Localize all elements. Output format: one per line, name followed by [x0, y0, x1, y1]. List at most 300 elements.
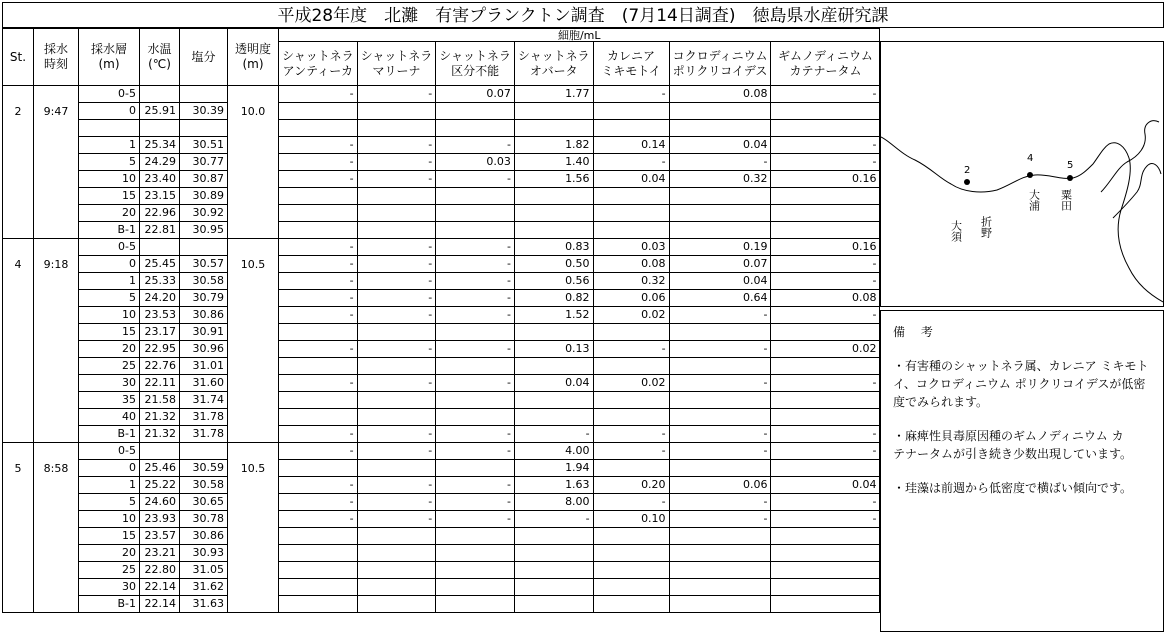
cell-density: 0.03: [593, 239, 669, 256]
cell-density: [771, 596, 880, 613]
sample-layer: 35: [79, 392, 140, 409]
station-id: 4: [3, 239, 34, 443]
header-species: カレニア ミキモトイ: [593, 42, 669, 86]
cell-density: -: [279, 86, 358, 103]
table-row: [3, 324, 880, 341]
table-row: [3, 171, 880, 188]
cell-density: [357, 120, 436, 137]
cell-density: [279, 562, 358, 579]
table-row: [3, 443, 880, 460]
inlet-outline: [1113, 164, 1161, 218]
salinity: 30.96: [180, 341, 228, 358]
sample-layer: 15: [79, 528, 140, 545]
cell-density: -: [771, 307, 880, 324]
water-temp: 22.80: [140, 562, 180, 579]
water-temp: 25.22: [140, 477, 180, 494]
cell-density: -: [436, 256, 515, 273]
cell-density: [357, 358, 436, 375]
cell-density: [771, 120, 880, 137]
cell-density: [436, 120, 515, 137]
cell-density: [279, 392, 358, 409]
water-temp: 22.14: [140, 596, 180, 613]
station-id: 5: [3, 443, 34, 613]
cell-density: -: [436, 273, 515, 290]
island-outline: [1101, 121, 1159, 192]
table-row: [3, 103, 880, 120]
salinity: 30.57: [180, 256, 228, 273]
cell-density: [669, 392, 771, 409]
cell-density: -: [771, 426, 880, 443]
cell-density: 0.02: [593, 307, 669, 324]
cell-density: -: [357, 290, 436, 307]
salinity: [180, 443, 228, 460]
cell-density: -: [279, 494, 358, 511]
sample-layer: 30: [79, 375, 140, 392]
page-title: 平成28年度 北灘 有害プランクトン調査 (7月14日調査) 徳島県水産研究課: [2, 2, 1164, 28]
cell-density: 0.08: [669, 86, 771, 103]
cell-density: 0.13: [514, 341, 593, 358]
cell-density: [771, 324, 880, 341]
cell-density: -: [593, 154, 669, 171]
cell-density: [436, 188, 515, 205]
table-row: [3, 205, 880, 222]
cell-density: -: [357, 239, 436, 256]
cell-density: [357, 205, 436, 222]
cell-density: [357, 528, 436, 545]
water-temp: [140, 239, 180, 256]
cell-density: -: [669, 341, 771, 358]
cell-density: [771, 562, 880, 579]
water-temp: 23.15: [140, 188, 180, 205]
cell-density: -: [279, 290, 358, 307]
water-temp: 24.60: [140, 494, 180, 511]
cell-density: -: [771, 154, 880, 171]
cell-density: 1.82: [514, 137, 593, 154]
cell-density: [279, 324, 358, 341]
water-temp: 23.53: [140, 307, 180, 324]
cell-density: [514, 324, 593, 341]
table-row: [3, 392, 880, 409]
salinity: 31.62: [180, 579, 228, 596]
cell-density: [357, 545, 436, 562]
survey-table: [2, 28, 880, 613]
cell-density: -: [669, 307, 771, 324]
notes-panel: [880, 310, 1164, 632]
cell-density: [436, 562, 515, 579]
transparency: 10.5: [228, 239, 279, 443]
cell-density: [436, 528, 515, 545]
cell-density: 1.52: [514, 307, 593, 324]
cell-density: [357, 324, 436, 341]
cell-density: -: [669, 375, 771, 392]
header-unit: 細胞/mL: [279, 29, 880, 42]
table-row: [3, 222, 880, 239]
place-label-oura: 大浦: [1027, 189, 1041, 211]
sample-layer: 30: [79, 579, 140, 596]
sample-layer: 1: [79, 137, 140, 154]
cell-density: -: [514, 511, 593, 528]
cell-density: [514, 205, 593, 222]
cell-density: 0.04: [593, 171, 669, 188]
cell-density: -: [593, 341, 669, 358]
cell-density: -: [357, 443, 436, 460]
cell-density: [771, 545, 880, 562]
salinity: 30.58: [180, 477, 228, 494]
header-transparency: 透明度 (m): [228, 29, 279, 86]
header-species: コクロディニウム ポリクリコイデス: [669, 42, 771, 86]
sample-layer: 25: [79, 562, 140, 579]
cell-density: [514, 392, 593, 409]
cell-density: -: [357, 375, 436, 392]
header-layer: 採水層 (m): [79, 29, 140, 86]
cell-density: [436, 392, 515, 409]
cell-density: -: [436, 341, 515, 358]
cell-density: 0.04: [669, 137, 771, 154]
salinity: 31.63: [180, 596, 228, 613]
cell-density: 0.06: [669, 477, 771, 494]
cell-density: -: [357, 341, 436, 358]
cell-density: -: [593, 494, 669, 511]
cell-density: [436, 324, 515, 341]
water-temp: 22.95: [140, 341, 180, 358]
water-temp: 23.40: [140, 171, 180, 188]
cell-density: [514, 409, 593, 426]
cell-density: [514, 528, 593, 545]
sample-layer: 5: [79, 154, 140, 171]
water-temp: 22.96: [140, 205, 180, 222]
table-row: [3, 137, 880, 154]
water-temp: 21.32: [140, 409, 180, 426]
cell-density: [669, 528, 771, 545]
cell-density: 0.10: [593, 511, 669, 528]
cell-density: 0.07: [669, 256, 771, 273]
salinity: 30.92: [180, 205, 228, 222]
cell-density: [771, 188, 880, 205]
cell-density: [593, 205, 669, 222]
cell-density: 0.19: [669, 239, 771, 256]
note-item: ・麻痺性貝毒原因種のギムノディニウム カ テナータムが引き続き少数出現しています。: [893, 429, 1133, 461]
cell-density: [593, 188, 669, 205]
cell-density: [669, 579, 771, 596]
sample-layer: 20: [79, 205, 140, 222]
cell-density: [593, 103, 669, 120]
water-temp: 22.76: [140, 358, 180, 375]
cell-density: [669, 545, 771, 562]
cell-density: [357, 188, 436, 205]
cell-density: [514, 562, 593, 579]
place-label-osu: 大須: [949, 220, 963, 242]
cell-density: [593, 120, 669, 137]
cell-density: [357, 409, 436, 426]
cell-density: 1.63: [514, 477, 593, 494]
cell-density: 1.40: [514, 154, 593, 171]
cell-density: -: [436, 307, 515, 324]
cell-density: 0.02: [593, 375, 669, 392]
water-temp: 22.11: [140, 375, 180, 392]
sample-layer: 0-5: [79, 443, 140, 460]
transparency: 10.5: [228, 443, 279, 613]
salinity: 30.59: [180, 460, 228, 477]
table-row: [3, 239, 880, 256]
table-row: [3, 341, 880, 358]
cell-density: 0.50: [514, 256, 593, 273]
water-temp: 21.32: [140, 426, 180, 443]
cell-density: [357, 222, 436, 239]
cell-density: -: [357, 86, 436, 103]
cell-density: [771, 222, 880, 239]
cell-density: -: [669, 154, 771, 171]
table-row: [3, 579, 880, 596]
cell-density: [357, 596, 436, 613]
cell-density: [593, 392, 669, 409]
cell-density: -: [771, 375, 880, 392]
cell-density: [357, 460, 436, 477]
salinity: 30.39: [180, 103, 228, 120]
cell-density: [514, 222, 593, 239]
cell-density: -: [357, 256, 436, 273]
cell-density: -: [436, 443, 515, 460]
water-temp: [140, 86, 180, 103]
cell-density: 0.02: [771, 341, 880, 358]
station-4-marker: [1027, 172, 1033, 178]
cell-density: 0.08: [593, 256, 669, 273]
cell-density: -: [279, 307, 358, 324]
cell-density: -: [357, 137, 436, 154]
cell-density: [514, 120, 593, 137]
note-item: ・珪藻は前週から低密度で横ばい傾向です。: [893, 481, 1133, 495]
cell-density: [669, 120, 771, 137]
cell-density: [279, 188, 358, 205]
sample-layer: 10: [79, 307, 140, 324]
cell-density: -: [357, 171, 436, 188]
coastline: [881, 137, 1163, 302]
table-row: [3, 562, 880, 579]
cell-density: [279, 409, 358, 426]
station-id: 2: [3, 86, 34, 239]
cell-density: [593, 460, 669, 477]
salinity: 31.05: [180, 562, 228, 579]
cell-density: 0.06: [593, 290, 669, 307]
cell-density: [279, 205, 358, 222]
cell-density: [436, 596, 515, 613]
cell-density: [279, 460, 358, 477]
table-row: [3, 494, 880, 511]
header-st: St.: [3, 29, 34, 86]
cell-density: -: [436, 171, 515, 188]
cell-density: [279, 120, 358, 137]
salinity: [180, 239, 228, 256]
table-row: [3, 290, 880, 307]
cell-density: [771, 205, 880, 222]
cell-density: -: [357, 426, 436, 443]
sample-layer: 15: [79, 324, 140, 341]
place-label-awata: 粟田: [1059, 189, 1073, 211]
water-temp: 22.81: [140, 222, 180, 239]
cell-density: [436, 579, 515, 596]
cell-density: [514, 358, 593, 375]
cell-density: 0.83: [514, 239, 593, 256]
station-4-label: 4: [1027, 153, 1034, 164]
cell-density: [593, 409, 669, 426]
cell-density: [593, 562, 669, 579]
cell-density: 1.94: [514, 460, 593, 477]
salinity: 31.01: [180, 358, 228, 375]
sample-layer: 0-5: [79, 86, 140, 103]
cell-density: -: [436, 511, 515, 528]
cell-density: -: [279, 426, 358, 443]
cell-density: 1.56: [514, 171, 593, 188]
station-5-marker: [1067, 175, 1073, 181]
cell-density: -: [436, 137, 515, 154]
salinity: 31.78: [180, 426, 228, 443]
cell-density: [771, 103, 880, 120]
cell-density: -: [279, 239, 358, 256]
cell-density: -: [279, 511, 358, 528]
cell-density: [357, 562, 436, 579]
cell-density: 0.16: [771, 171, 880, 188]
table-row: [3, 256, 880, 273]
cell-density: -: [436, 290, 515, 307]
cell-density: 0.64: [669, 290, 771, 307]
cell-density: [669, 358, 771, 375]
cell-density: -: [357, 477, 436, 494]
cell-density: -: [436, 494, 515, 511]
salinity: 30.77: [180, 154, 228, 171]
cell-density: [593, 324, 669, 341]
sample-time: 8:58: [34, 443, 79, 613]
sample-time: 9:47: [34, 86, 79, 239]
cell-density: [279, 596, 358, 613]
cell-density: -: [771, 273, 880, 290]
cell-density: [514, 103, 593, 120]
cell-density: [669, 562, 771, 579]
cell-density: -: [771, 511, 880, 528]
table-row: [3, 375, 880, 392]
salinity: [180, 86, 228, 103]
cell-density: [436, 409, 515, 426]
salinity: 30.91: [180, 324, 228, 341]
sample-layer: 15: [79, 188, 140, 205]
cell-density: -: [436, 375, 515, 392]
cell-density: [357, 579, 436, 596]
water-temp: 25.45: [140, 256, 180, 273]
sample-layer: 5: [79, 494, 140, 511]
cell-density: 0.14: [593, 137, 669, 154]
header-species: シャットネラ アンティーカ: [279, 42, 358, 86]
location-map: [880, 41, 1164, 307]
table-row: [3, 120, 880, 137]
cell-density: 0.04: [669, 273, 771, 290]
salinity: 31.60: [180, 375, 228, 392]
table-row: [3, 273, 880, 290]
table-row: [3, 154, 880, 171]
water-temp: 23.57: [140, 528, 180, 545]
sample-time: 9:18: [34, 239, 79, 443]
cell-density: 0.08: [771, 290, 880, 307]
water-temp: 23.93: [140, 511, 180, 528]
station-2-label: 2: [964, 165, 971, 176]
table-row: [3, 358, 880, 375]
table-row: [3, 86, 880, 103]
table-row: [3, 511, 880, 528]
cell-density: [593, 528, 669, 545]
cell-density: [771, 460, 880, 477]
cell-density: [279, 222, 358, 239]
cell-density: -: [771, 137, 880, 154]
salinity: 31.78: [180, 409, 228, 426]
sample-layer: 1: [79, 477, 140, 494]
cell-density: -: [669, 443, 771, 460]
cell-density: -: [771, 443, 880, 460]
salinity: 30.65: [180, 494, 228, 511]
table-row: [3, 528, 880, 545]
cell-density: [436, 222, 515, 239]
cell-density: [593, 358, 669, 375]
header-species: シャットネラ マリーナ: [357, 42, 436, 86]
cell-density: -: [593, 426, 669, 443]
cell-density: [279, 103, 358, 120]
cell-density: 0.56: [514, 273, 593, 290]
sample-layer: 10: [79, 511, 140, 528]
cell-density: -: [436, 426, 515, 443]
cell-density: [669, 324, 771, 341]
cell-density: [771, 358, 880, 375]
cell-density: -: [357, 273, 436, 290]
water-temp: 25.46: [140, 460, 180, 477]
cell-density: [279, 545, 358, 562]
cell-density: -: [436, 239, 515, 256]
cell-density: -: [436, 477, 515, 494]
place-label-orino: 折野: [979, 216, 993, 238]
sample-layer: 0: [79, 103, 140, 120]
cell-density: 0.82: [514, 290, 593, 307]
cell-density: 1.77: [514, 86, 593, 103]
cell-density: -: [357, 154, 436, 171]
cell-density: 0.04: [771, 477, 880, 494]
cell-density: [357, 103, 436, 120]
cell-density: -: [279, 375, 358, 392]
sample-layer: B-1: [79, 222, 140, 239]
cell-density: 0.32: [669, 171, 771, 188]
salinity: [180, 120, 228, 137]
cell-density: 4.00: [514, 443, 593, 460]
cell-density: -: [279, 154, 358, 171]
cell-density: -: [279, 443, 358, 460]
header-species: シャットネラ 区分不能: [436, 42, 515, 86]
cell-density: [514, 596, 593, 613]
water-temp: 24.29: [140, 154, 180, 171]
cell-density: [436, 460, 515, 477]
cell-density: [771, 392, 880, 409]
sample-layer: 40: [79, 409, 140, 426]
water-temp: 21.58: [140, 392, 180, 409]
notes-heading: 備 考: [893, 325, 939, 339]
table-row: [3, 188, 880, 205]
water-temp: 23.21: [140, 545, 180, 562]
cell-density: [771, 409, 880, 426]
water-temp: 25.34: [140, 137, 180, 154]
cell-density: [279, 528, 358, 545]
salinity: 30.79: [180, 290, 228, 307]
cell-density: -: [593, 443, 669, 460]
header-salinity: 塩分: [180, 29, 228, 86]
cell-density: [669, 409, 771, 426]
cell-density: [357, 392, 436, 409]
salinity: 30.89: [180, 188, 228, 205]
water-temp: 25.91: [140, 103, 180, 120]
cell-density: -: [279, 256, 358, 273]
header-temp: 水温 (℃): [140, 29, 180, 86]
